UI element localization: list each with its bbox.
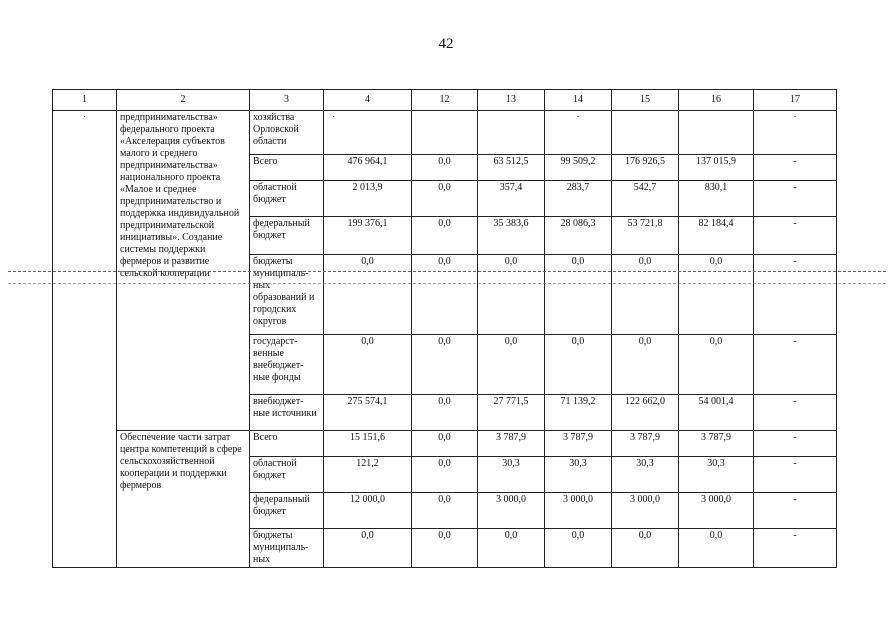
value-cell: 30,3	[679, 457, 754, 493]
funding-source: областной бюджет	[250, 457, 324, 493]
value-cell: 830,1	[679, 181, 754, 217]
funding-source: областной бюджет	[250, 181, 324, 217]
program-description: Обеспечение части затрат центра компетенций в сфере сельскохозяйственной кооперации и поддержки фермеров	[117, 431, 250, 568]
value-cell: 0,0	[545, 255, 612, 335]
value-cell: -	[754, 395, 837, 431]
value-cell: -	[754, 457, 837, 493]
value-cell: 35 383,6	[478, 217, 545, 255]
value-cell: -	[754, 335, 837, 395]
value-cell: 0,0	[612, 255, 679, 335]
scan-artifact-line	[8, 283, 886, 284]
funding-source: государст- венные внебюджет- ные фонды	[250, 335, 324, 395]
value-cell: -	[754, 255, 837, 335]
value-cell: 0,0	[324, 529, 412, 568]
value-cell: 0,0	[612, 335, 679, 395]
value-cell: 0,0	[412, 493, 478, 529]
col-header: 17	[754, 90, 837, 111]
value-cell: -	[754, 431, 837, 457]
value-cell: 30,3	[478, 457, 545, 493]
value-cell: 275 574,1	[324, 395, 412, 431]
table-row	[53, 431, 837, 457]
value-cell: 0,0	[412, 155, 478, 181]
value-cell	[478, 111, 545, 155]
col-header: 12	[412, 90, 478, 111]
value-cell: 0,0	[412, 395, 478, 431]
value-cell: 27 771,5	[478, 395, 545, 431]
scan-artifact-line	[8, 271, 886, 272]
value-cell: 0,0	[679, 335, 754, 395]
row-number-cell: ·	[53, 111, 117, 568]
budget-table	[52, 89, 837, 568]
value-cell: 542,7	[612, 181, 679, 217]
value-cell: -	[754, 217, 837, 255]
value-cell: ·	[324, 111, 412, 155]
value-cell: -	[754, 155, 837, 181]
funding-source: федеральный бюджет	[250, 493, 324, 529]
col-header: 16	[679, 90, 754, 111]
value-cell: 476 964,1	[324, 155, 412, 181]
value-cell: -	[754, 181, 837, 217]
value-cell: 3 787,9	[478, 431, 545, 457]
value-cell: 0,0	[412, 255, 478, 335]
value-cell: -	[754, 493, 837, 529]
value-cell: 0,0	[324, 255, 412, 335]
funding-source: бюджеты муниципаль- ных	[250, 529, 324, 568]
value-cell: 0,0	[412, 217, 478, 255]
value-cell: 121,2	[324, 457, 412, 493]
value-cell: 3 787,9	[679, 431, 754, 457]
value-cell: 0,0	[478, 255, 545, 335]
value-cell: 0,0	[478, 335, 545, 395]
value-cell: 0,0	[412, 181, 478, 217]
funding-source: внебюджет- ные источники	[250, 395, 324, 431]
col-header: 4	[324, 90, 412, 111]
program-description: предпринимательства» федерального проекта «Акселерация субъектов малого и среднего предпринимательства» национального проекта «Малое и среднее предпринимательство и поддержка индивидуальной предпринимательской инициативы». Создание системы поддержки фермеров и развитие сельской кооперации	[117, 111, 250, 431]
value-cell: 82 184,4	[679, 217, 754, 255]
value-cell: 53 721,8	[612, 217, 679, 255]
value-cell: 0,0	[324, 335, 412, 395]
col-header: 2	[117, 90, 250, 111]
value-cell: 0,0	[412, 529, 478, 568]
value-cell: ·	[545, 111, 612, 155]
value-cell	[412, 111, 478, 155]
value-cell: 0,0	[478, 529, 545, 568]
funding-source: бюджеты муниципаль- ных образований и городских округов	[250, 255, 324, 335]
page-number: 42	[438, 36, 454, 52]
value-cell	[679, 111, 754, 155]
value-cell: 3 787,9	[612, 431, 679, 457]
value-cell	[612, 111, 679, 155]
value-cell: 54 001,4	[679, 395, 754, 431]
value-cell: 12 000,0	[324, 493, 412, 529]
value-cell: 0,0	[412, 335, 478, 395]
value-cell: 122 662,0	[612, 395, 679, 431]
value-cell: 3 787,9	[545, 431, 612, 457]
value-cell: 15 151,6	[324, 431, 412, 457]
value-cell: 176 926,5	[612, 155, 679, 181]
value-cell: 0,0	[679, 529, 754, 568]
value-cell: 3 000,0	[679, 493, 754, 529]
value-cell: 0,0	[679, 255, 754, 335]
value-cell: -	[754, 529, 837, 568]
value-cell: 28 086,3	[545, 217, 612, 255]
funding-source: Всего	[250, 155, 324, 181]
value-cell: 137 015,9	[679, 155, 754, 181]
col-header: 15	[612, 90, 679, 111]
value-cell: ·	[754, 111, 837, 155]
value-cell: 0,0	[545, 335, 612, 395]
value-cell: 357,4	[478, 181, 545, 217]
value-cell: 0,0	[612, 529, 679, 568]
value-cell: 3 000,0	[545, 493, 612, 529]
value-cell: 30,3	[612, 457, 679, 493]
value-cell: 283,7	[545, 181, 612, 217]
value-cell: 99 509,2	[545, 155, 612, 181]
value-cell: 3 000,0	[478, 493, 545, 529]
value-cell: 0,0	[545, 529, 612, 568]
value-cell: 30,3	[545, 457, 612, 493]
funding-source: федеральный бюджет	[250, 217, 324, 255]
funding-source: Всего	[250, 431, 324, 457]
value-cell: 2 013,9	[324, 181, 412, 217]
header-row	[53, 90, 837, 111]
value-cell: 71 139,2	[545, 395, 612, 431]
value-cell: 0,0	[412, 431, 478, 457]
value-cell: 199 376,1	[324, 217, 412, 255]
funding-source: хозяйства Орловской области	[250, 111, 324, 155]
col-header: 14	[545, 90, 612, 111]
col-header: 1	[53, 90, 117, 111]
col-header: 13	[478, 90, 545, 111]
value-cell: 63 512,5	[478, 155, 545, 181]
col-header: 3	[250, 90, 324, 111]
value-cell: 3 000,0	[612, 493, 679, 529]
value-cell: 0,0	[412, 457, 478, 493]
table-row	[53, 111, 837, 155]
